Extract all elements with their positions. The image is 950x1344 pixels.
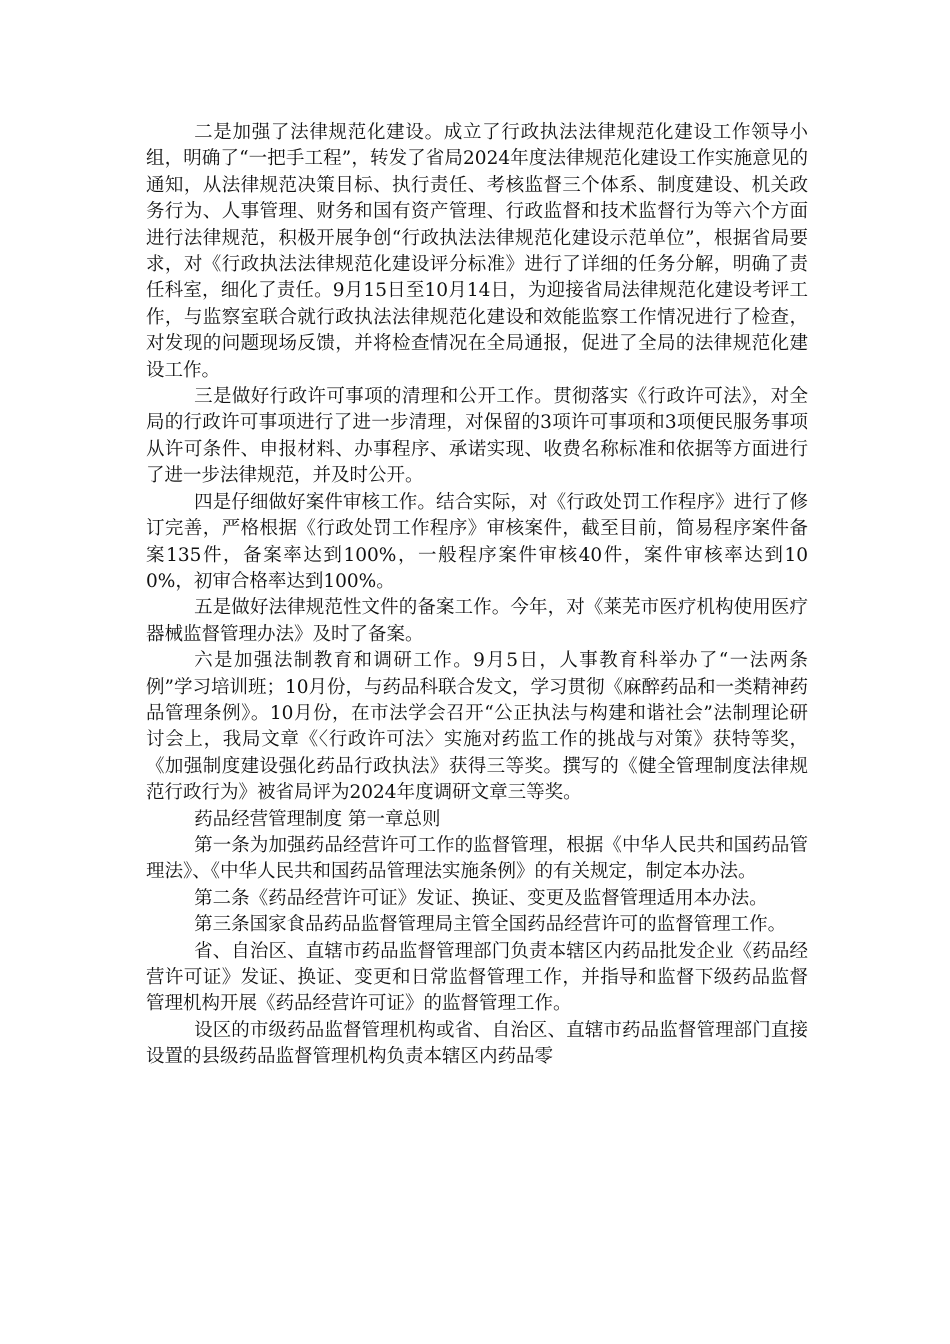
paragraph-legal-standardization: 二是加强了法律规范化建设。成立了行政执法法律规范化建设工作领导小组，明确了“一把手工程”，转发了省局2024年度法律规范化建设工作实施意见的通知，从法律规范决策目标、执行责任、考核监督三个体系、制度建设、机关政务行为、人事管理、财务和国有资产管理、行政监督和技术监督行为等六个方面进行法律规范，积极开展争创“行政执法法律规范化建设示范单位”，根据省局要求，对《行政执法法律规范化建设评分标准》进行了详细的任务分解，明确了责任科室，细化了责任。9月15日至10月14日，为迎接省局法律规范化建设考评工作，与监察室联合就行政执法法律规范化建设和效能监察工作情况进行了检查，对发现的问题现场反馈，并将检查情况在全局通报，促进了全局的法律规范化建设工作。 xyxy=(146,122,808,381)
section-heading: 药品经营管理制度 第一章总则 xyxy=(194,808,441,830)
article-2: 第二条《药品经营许可证》发证、换证、变更及监督管理适用本办法。 xyxy=(194,887,768,909)
article-3: 第三条国家食品药品监督管理局主管全国药品经营许可的监督管理工作。 xyxy=(194,914,787,936)
article-3-municipal: 设区的市级药品监督管理机构或省、自治区、直辖市药品监督管理部门直接设置的县级药品监督管理机构负责本辖区内药品零 xyxy=(146,1019,808,1068)
article-3-provincial: 省、自治区、直辖市药品监督管理部门负责本辖区内药品批发企业《药品经营许可证》发证、换证、变更和日常监督管理工作，并指导和监督下级药品监督管理机构开展《药品经营许可证》的监督管理工作。 xyxy=(146,940,808,1015)
paragraph-normative-documents: 五是做好法律规范性文件的备案工作。今年，对《莱芜市医疗机构使用医疗器械监督管理办法》及时了备案。 xyxy=(146,597,808,645)
document-page xyxy=(146,120,808,1071)
article-1: 第一条为加强药品经营许可工作的监督管理，根据《中华人民共和国药品管理法》、《中华人民共和国药品管理法实施条例》的有关规定，制定本办法。 xyxy=(146,834,808,883)
paragraph-administrative-licensing: 三是做好行政许可事项的清理和公开工作。贯彻落实《行政许可法》，对全局的行政许可事项进行了进一步清理，对保留的3项许可事项和3项便民服务事项从许可条件、申报材料、办事程序、承诺实现、收费名称标准和依据等方面进行了进一步法律规范，并及时公开。 xyxy=(146,386,808,487)
paragraph-legal-education: 六是加强法制教育和调研工作。9月5日，人事教育科举办了“一法两条例”学习培训班；10月份，与药品科联合发文，学习贯彻《麻醉药品和一类精神药品管理条例》。10月份，在市法学会召开“公正执法与构建和谐社会”法制理论研讨会上，我局文章《〈行政许可法〉实施对药监工作的挑战与对策》获特等奖，《加强制度建设强化药品行政执法》获得三等奖。撰写的《健全管理制度法律规范行政行为》被省局评为2024年度调研文章三等奖。 xyxy=(146,650,809,804)
paragraph-case-review: 四是仔细做好案件审核工作。结合实际，对《行政处罚工作程序》进行了修订完善，严格根据《行政处罚工作程序》审核案件，截至目前，简易程序案件备案135件，备案率达到100%，一般程序案件审核40件，案件审核率达到100%，初审合格率达到100%。 xyxy=(146,491,808,592)
